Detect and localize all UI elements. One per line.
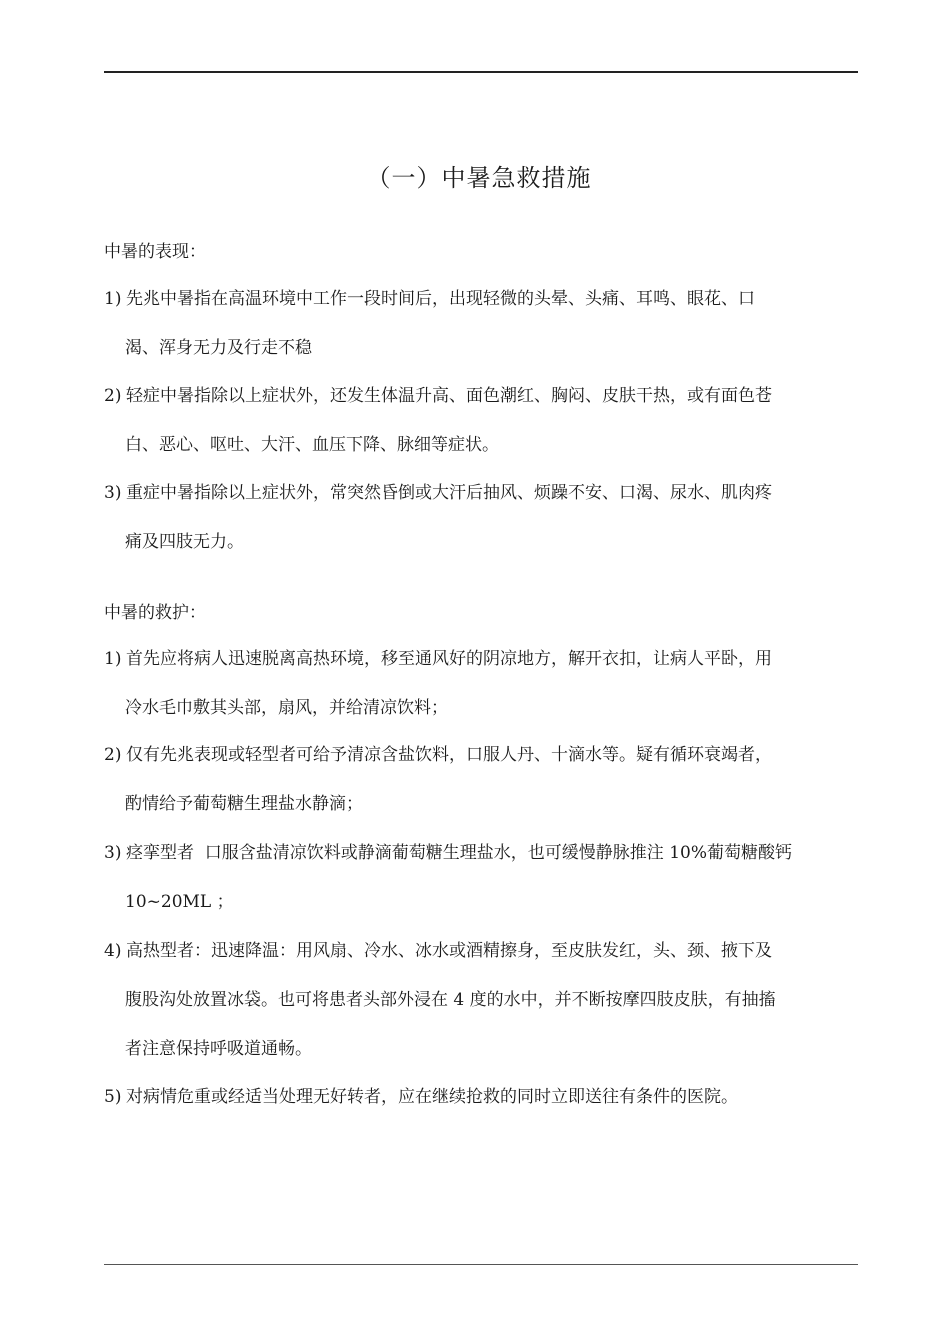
item-text: 痛及四肢无力。 <box>125 532 244 552</box>
item-text: 先兆中暑指在高温环境中工作一段时间后，出现轻微的头晕、头痛、耳鸣、眼花、口 <box>126 289 755 309</box>
rescue-item-2 <box>104 739 860 837</box>
item-text: 者注意保持呼吸道通畅。 <box>125 1039 312 1059</box>
item-text: 腹股沟处放置冰袋。也可将患者头部外浸在 4 度的水中，并不断按摩四肢皮肤，有抽搐 <box>125 990 776 1010</box>
item-number: 2) <box>104 745 122 765</box>
rescue-heading: 中暑的救护： <box>104 603 206 623</box>
page-title: （一）中暑急救措施 <box>366 164 592 192</box>
rescue-item-4 <box>104 935 860 1082</box>
item-text: 对病情危重或经适当处理无好转者，应在继续抢救的同时立即送往有条件的医院。 <box>126 1087 738 1107</box>
item-number: 1) <box>104 649 122 669</box>
item-number: 3) <box>104 843 122 863</box>
item-text: 轻症中暑指除以上症状外，还发生体温升高、面色潮红、胸闷、皮肤干热，或有面色苍 <box>126 386 772 406</box>
symptom-item-3 <box>104 477 860 575</box>
footer-rule <box>104 1264 858 1265</box>
header-rule <box>104 71 858 73</box>
item-text: 白、恶心、呕吐、大汗、血压下降、脉细等症状。 <box>125 435 499 455</box>
item-text: 重症中暑指除以上症状外，常突然昏倒或大汗后抽风、烦躁不安、口渴、尿水、肌肉疼 <box>126 483 772 503</box>
symptom-item-2 <box>104 380 860 478</box>
symptoms-heading: 中暑的表现： <box>104 242 206 262</box>
item-number: 5) <box>104 1087 122 1107</box>
rescue-item-3 <box>104 837 860 935</box>
item-text: 10~20ML ； <box>125 892 234 912</box>
rescue-item-5 <box>104 1081 860 1130</box>
item-number: 1) <box>104 289 122 309</box>
item-text: 渴、浑身无力及行走不稳 <box>125 338 312 358</box>
symptom-item-1 <box>104 283 860 381</box>
item-text: 仅有先兆表现或轻型者可给予清凉含盐饮料，口服人丹、十滴水等。疑有循环衰竭者， <box>126 745 772 765</box>
item-number: 3) <box>104 483 122 503</box>
item-number: 4) <box>104 941 122 961</box>
item-number: 2) <box>104 386 122 406</box>
rescue-item-1 <box>104 643 860 741</box>
item-text: 首先应将病人迅速脱离高热环境，移至通风好的阴凉地方，解开衣扣，让病人平卧，用 <box>126 649 772 669</box>
item-text: 酌情给予葡萄糖生理盐水静滴； <box>125 794 363 814</box>
item-text: 高热型者：迅速降温：用风扇、冷水、冰水或酒精擦身，至皮肤发红，头、颈、掖下及 <box>126 941 772 961</box>
item-text: 痉挛型者 口服含盐清凉饮料或静滴葡萄糖生理盐水，也可缓慢静脉推注 10%葡萄糖酸钙 <box>126 843 792 863</box>
item-text: 冷水毛巾敷其头部，扇风，并给清凉饮料； <box>125 698 448 718</box>
